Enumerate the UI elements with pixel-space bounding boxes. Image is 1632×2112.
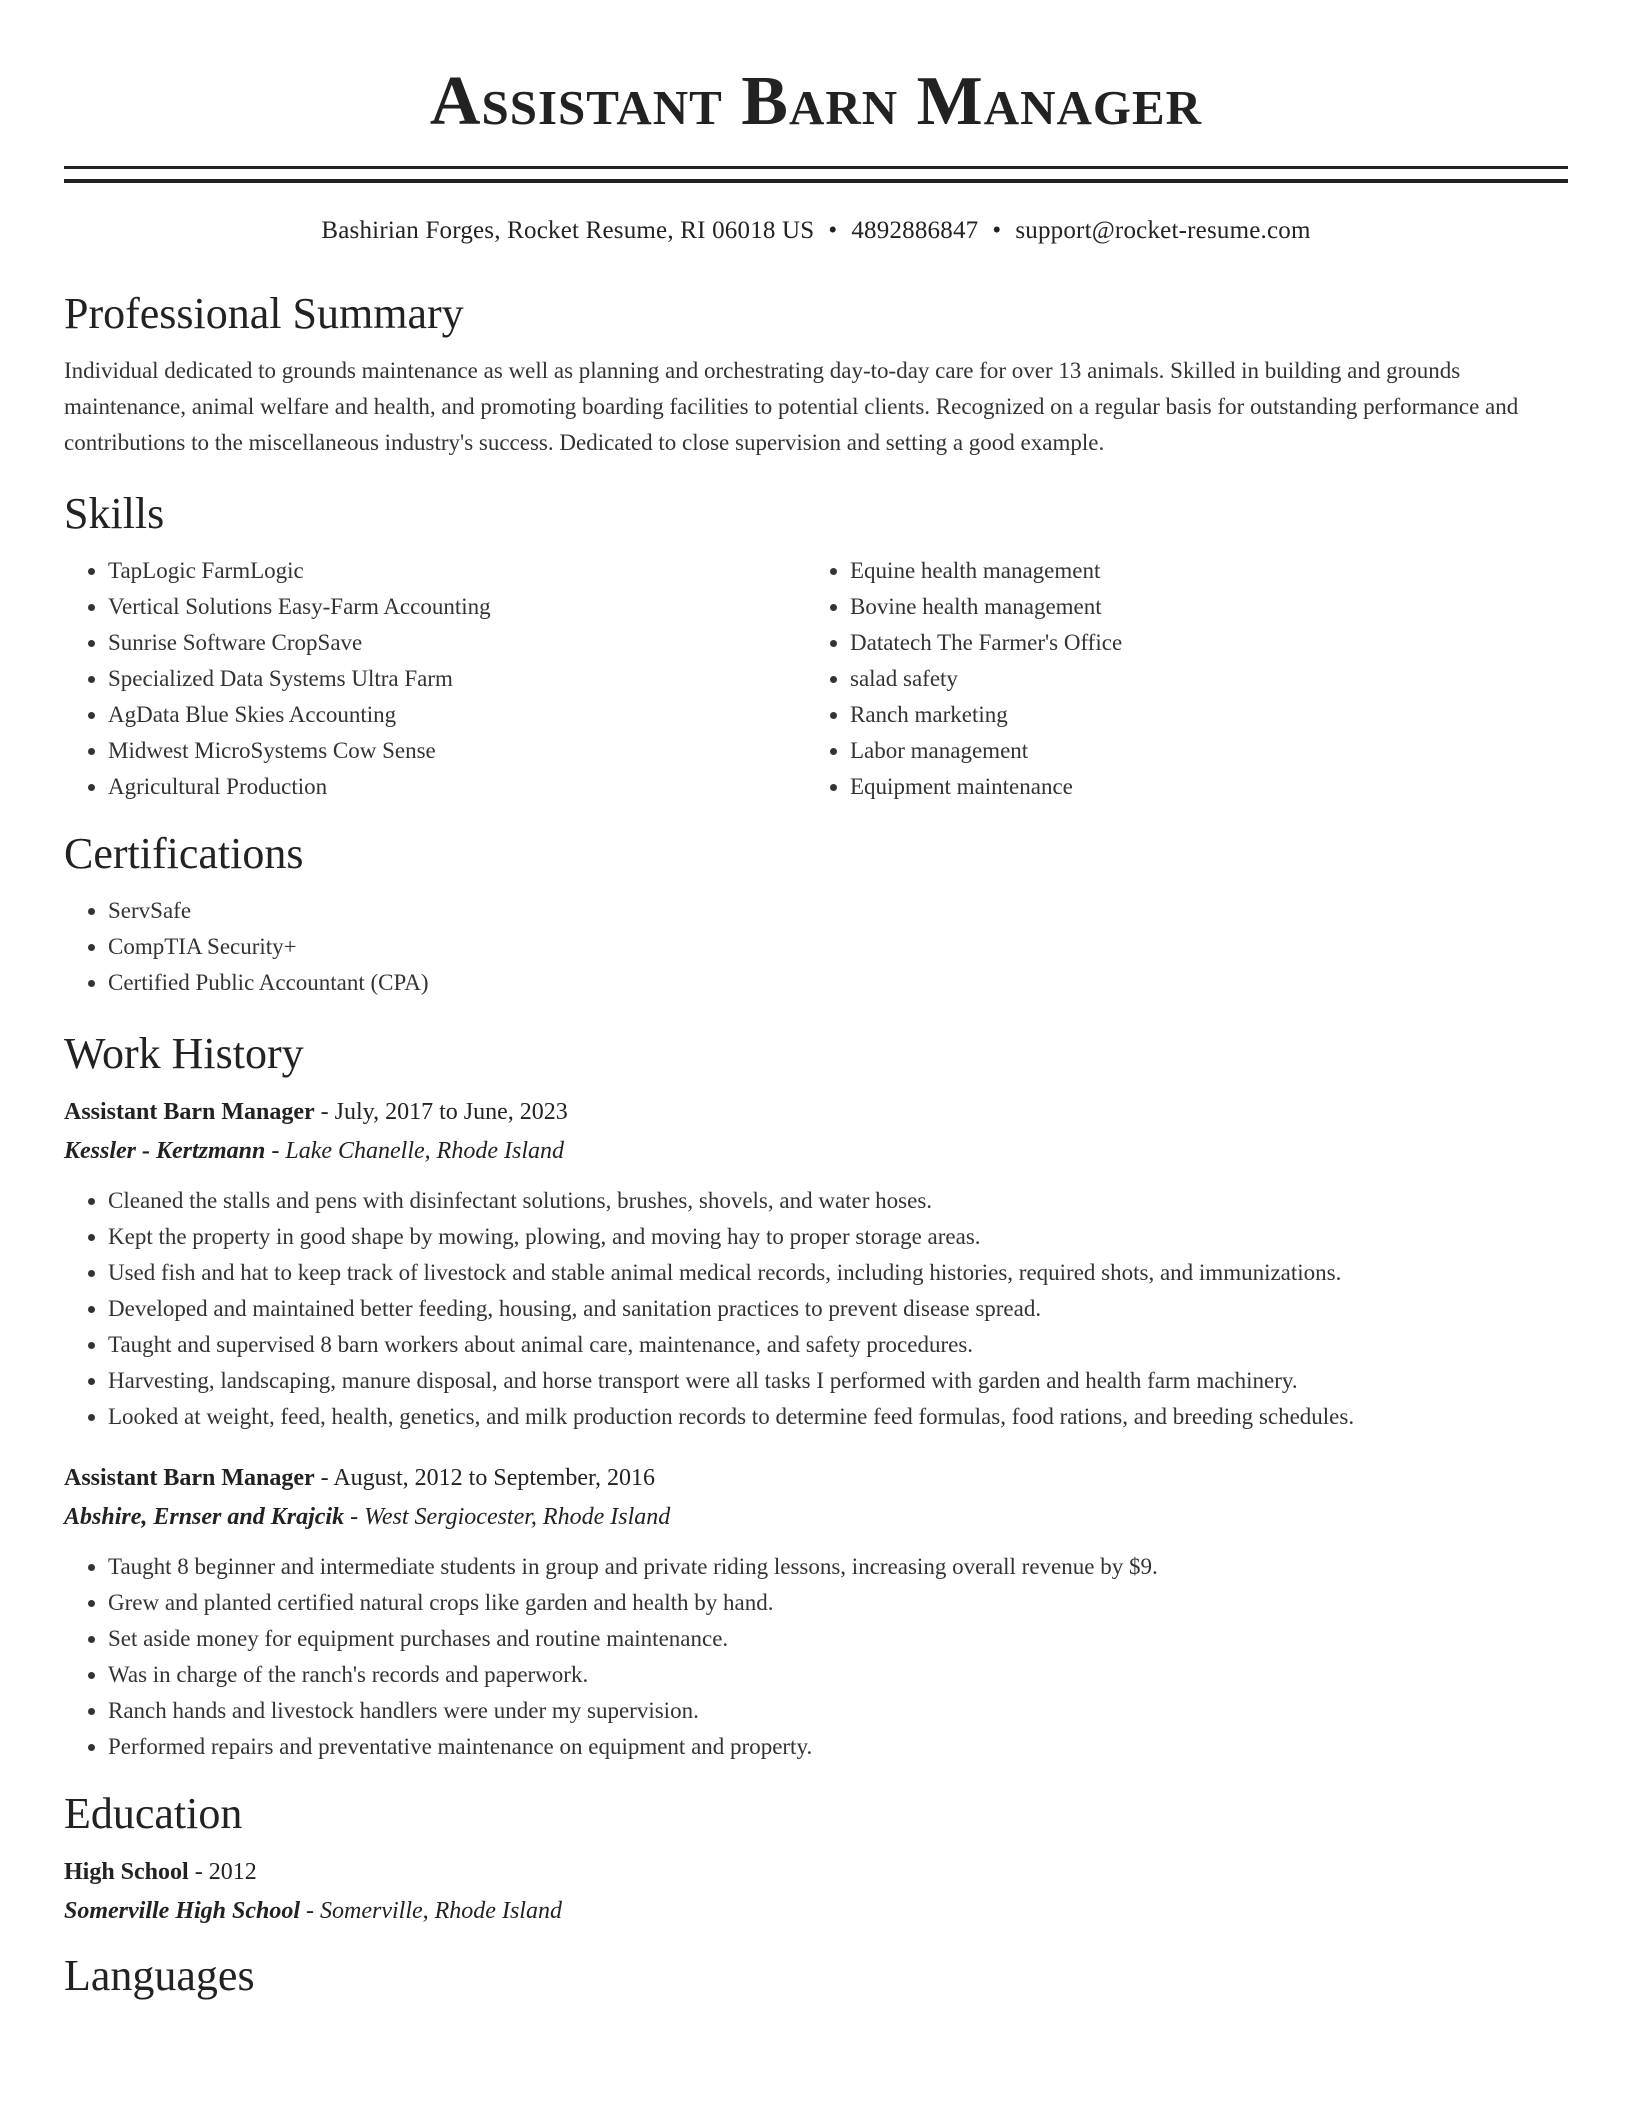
education-heading: Education	[64, 1789, 243, 1838]
job-entry	[64, 1459, 1568, 1765]
skill-item: • Ranch marketing	[850, 697, 1548, 733]
skill-item: • AgData Blue Skies Accounting	[108, 697, 806, 733]
skills-heading: Skills	[64, 489, 165, 538]
skill-item: • Bovine health management	[850, 589, 1548, 625]
job-company-line	[64, 1131, 1568, 1171]
summary-text: Individual dedicated to grounds maintenance as well as planning and orchestrating day-to-day care for over 13 animals. Skilled in building and grounds maintenance, animal welfare and health, and promoting boarding facilities to potential clients. Recognized on a regular basis for outstanding performance and contributions to the miscellaneous industry's success. Dedicated to close supervision and setting a good example.	[64, 358, 1519, 455]
job-title-line	[64, 1459, 1568, 1497]
job-location: - Lake Chanelle, Rhode Island	[265, 1138, 564, 1164]
summary-heading: Professional Summary	[64, 289, 464, 338]
contact-separator: •	[828, 217, 838, 244]
job-title: Assistant Barn Manager	[64, 1099, 315, 1125]
job-duty: • Harvesting, landscaping, manure disposal, and horse transport were all tasks I performed with garden and health farm machinery.	[108, 1363, 1568, 1399]
contact-email: support@rocket-resume.com	[1015, 217, 1311, 244]
education-degree-line	[64, 1853, 1568, 1891]
skill-item: • Vertical Solutions Easy-Farm Accounting	[108, 589, 806, 625]
job-duty: • Grew and planted certified natural crops like garden and health by hand.	[108, 1585, 1568, 1621]
skill-item: • Specialized Data Systems Ultra Farm	[108, 661, 806, 697]
job-duty: • Taught 8 beginner and intermediate students in group and private riding lessons, increasing overall revenue by $9.	[108, 1549, 1568, 1585]
resume-title: Assistant Barn Manager	[429, 63, 1203, 140]
languages-heading: Languages	[64, 1951, 255, 2000]
certifications-heading: Certifications	[64, 829, 304, 878]
job-duty: • Looked at weight, feed, health, genetics, and milk production records to determine feed formulas, food rations, and breeding schedules.	[108, 1399, 1568, 1435]
job-title: Assistant Barn Manager	[64, 1465, 315, 1491]
job-company-line	[64, 1497, 1568, 1537]
job-duty: • Developed and maintained better feeding, housing, and sanitation practices to prevent disease spread.	[108, 1291, 1568, 1327]
skill-item: • salad safety	[850, 661, 1548, 697]
title-divider	[64, 166, 1568, 183]
work-history-heading: Work History	[64, 1029, 304, 1078]
job-duty: • Cleaned the stalls and pens with disinfectant solutions, brushes, shovels, and water hoses.	[108, 1183, 1568, 1219]
job-company: Kessler - Kertzmann	[64, 1138, 266, 1164]
job-dates: - July, 2017 to June, 2023	[314, 1099, 568, 1125]
skill-item: • Datatech The Farmer's Office	[850, 625, 1548, 661]
job-title-line	[64, 1093, 1568, 1131]
contact-address: Bashirian Forges, Rocket Resume, RI 06018 US	[321, 217, 815, 244]
skill-item: • Agricultural Production	[108, 769, 806, 805]
skill-item: • Equipment maintenance	[850, 769, 1548, 805]
skill-item: • Equine health management	[850, 553, 1548, 589]
education-school-line	[64, 1891, 1568, 1931]
job-company: Abshire, Ernser and Krajcik	[64, 1504, 345, 1530]
job-duty: • Taught and supervised 8 barn workers about animal care, maintenance, and safety procedures.	[108, 1327, 1568, 1363]
job-duty: • Performed repairs and preventative maintenance on equipment and property.	[108, 1729, 1568, 1765]
education-school: Somerville High School	[64, 1898, 301, 1924]
job-dates: - August, 2012 to September, 2016	[314, 1465, 656, 1491]
education-location: - Somerville, Rhode Island	[300, 1898, 562, 1924]
job-entry	[64, 1093, 1568, 1435]
job-duty: • Set aside money for equipment purchases and routine maintenance.	[108, 1621, 1568, 1657]
skill-item: • Midwest MicroSystems Cow Sense	[108, 733, 806, 769]
contact-separator: •	[992, 217, 1002, 244]
skills-column-left	[64, 553, 806, 805]
job-duty: • Used fish and hat to keep track of livestock and stable animal medical records, including histories, required shots, and immunizations.	[108, 1255, 1568, 1291]
resume-page	[64, 0, 1568, 2003]
job-duties-list	[64, 1549, 1568, 1765]
job-duties-list	[64, 1183, 1568, 1435]
skill-item: • TapLogic FarmLogic	[108, 553, 806, 589]
contact-phone: 4892886847	[851, 217, 979, 244]
certification-item: • CompTIA Security+	[108, 929, 1568, 965]
skill-item: • Sunrise Software CropSave	[108, 625, 806, 661]
skills-column-right	[806, 553, 1548, 805]
contact-line	[64, 215, 1568, 247]
job-duty: • Kept the property in good shape by mowing, plowing, and moving hay to proper storage areas.	[108, 1219, 1568, 1255]
skill-item: • Labor management	[850, 733, 1548, 769]
job-duty: • Was in charge of the ranch's records and paperwork.	[108, 1657, 1568, 1693]
education-degree: High School	[64, 1859, 189, 1885]
skills-grid	[64, 553, 1568, 805]
certification-item: • Certified Public Accountant (CPA)	[108, 965, 1568, 1001]
education-year: - 2012	[188, 1859, 257, 1885]
job-location: - West Sergiocester, Rhode Island	[344, 1504, 671, 1530]
job-duty: • Ranch hands and livestock handlers were under my supervision.	[108, 1693, 1568, 1729]
certification-item: • ServSafe	[108, 893, 1568, 929]
certifications-list	[64, 893, 1568, 1001]
